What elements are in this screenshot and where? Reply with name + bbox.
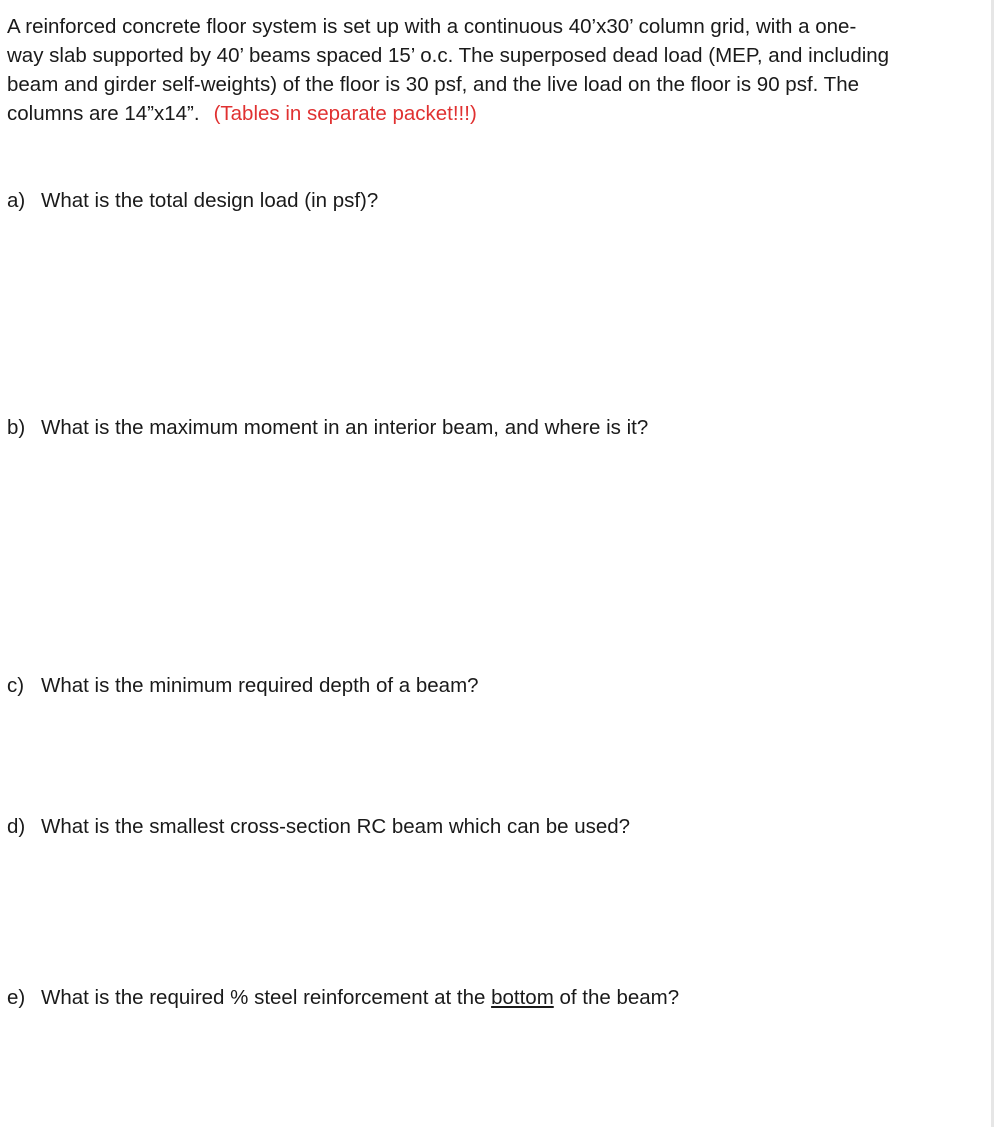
question-d-letter: d) (7, 815, 26, 838)
question-b-text: What is the maximum moment in an interior beam, and where is it? (41, 416, 649, 439)
question-b-letter: b) (7, 416, 26, 439)
question-c-text: What is the minimum required depth of a beam? (41, 674, 479, 697)
problem-statement (7, 12, 967, 128)
question-b (7, 413, 648, 442)
problem-line-4 (7, 99, 967, 128)
question-d-text: What is the smallest cross-section RC beam which can be used? (41, 815, 631, 838)
question-a (7, 186, 378, 215)
tables-note: (Tables in separate packet!!!) (213, 102, 477, 125)
question-c-letter: c) (7, 674, 25, 697)
problem-line-2: way slab supported by 40’ beams spaced 15’ o.c. The superposed dead load (MEP, and including (7, 44, 890, 67)
question-c (7, 671, 479, 700)
question-a-letter: a) (7, 189, 26, 212)
question-e-underlined-word: bottom (491, 986, 554, 1009)
question-e-text-after: of the beam? (553, 986, 680, 1009)
question-d (7, 812, 630, 841)
question-e-text-before: What is the required % steel reinforcement at the (41, 986, 492, 1009)
question-a-text: What is the total design load (in psf)? (41, 189, 379, 212)
question-e-letter: e) (7, 986, 26, 1009)
problem-line-1: A reinforced concrete floor system is set up with a continuous 40’x30’ column grid, with a one- (7, 15, 857, 38)
problem-line-4-text: columns are 14”x14”. (7, 102, 200, 125)
problem-line-3: beam and girder self-weights) of the floor is 30 psf, and the live load on the floor is 90 psf. The (7, 73, 859, 96)
question-e (7, 983, 679, 1012)
